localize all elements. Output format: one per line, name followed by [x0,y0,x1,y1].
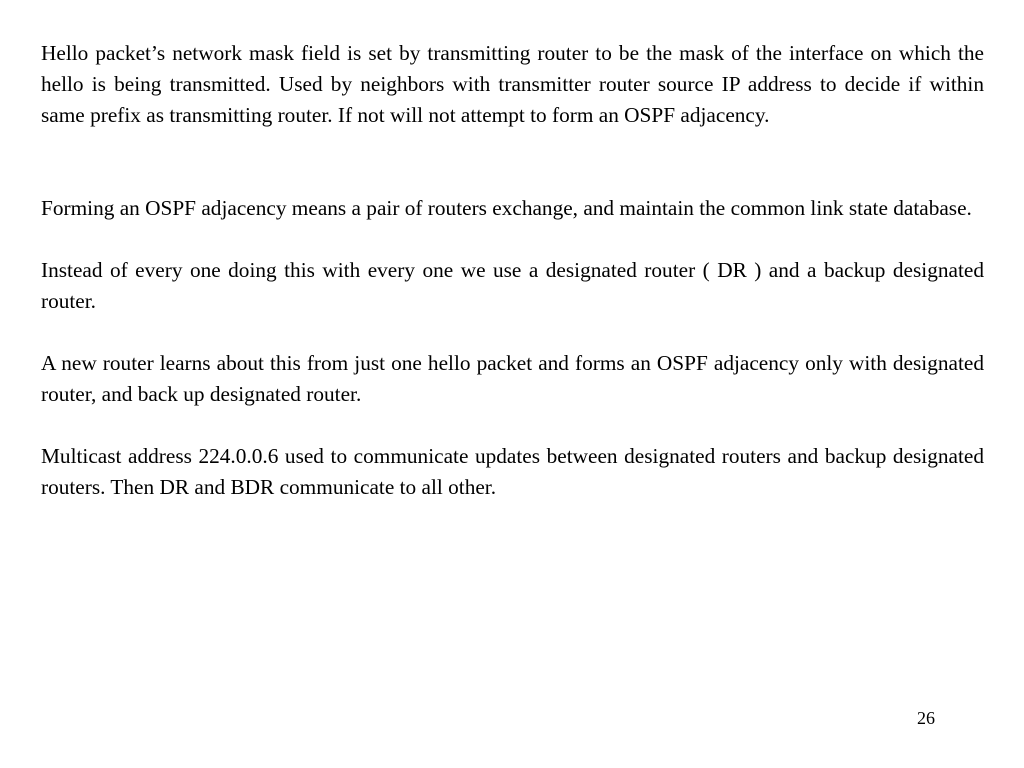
paragraph-multicast: Multicast address 224.0.0.6 used to communicate updates between designated routers and backup designated routers. Then DR and BDR communicate to all other. [41,444,984,499]
page-number: 26 [917,708,935,728]
paragraph-new-router: A new router learns about this from just one hello packet and forms an OSPF adjacency only with designated router, and back up designated router. [41,351,984,406]
slide-body [41,38,984,503]
paragraph-hello-mask: Hello packet’s network mask field is set by transmitting router to be the mask of the interface on which the hello is being transmitted. Used by neighbors with transmitter router source IP address to decide if within same prefix as transmitting router. If not will not attempt to form an OSPF adjacency. [41,41,984,127]
paragraph-adjacency-definition: Forming an OSPF adjacency means a pair of routers exchange, and maintain the common link state database. [41,196,972,220]
paragraph-designated-router: Instead of every one doing this with every one we use a designated router ( DR ) and a backup designated router. [41,258,984,313]
